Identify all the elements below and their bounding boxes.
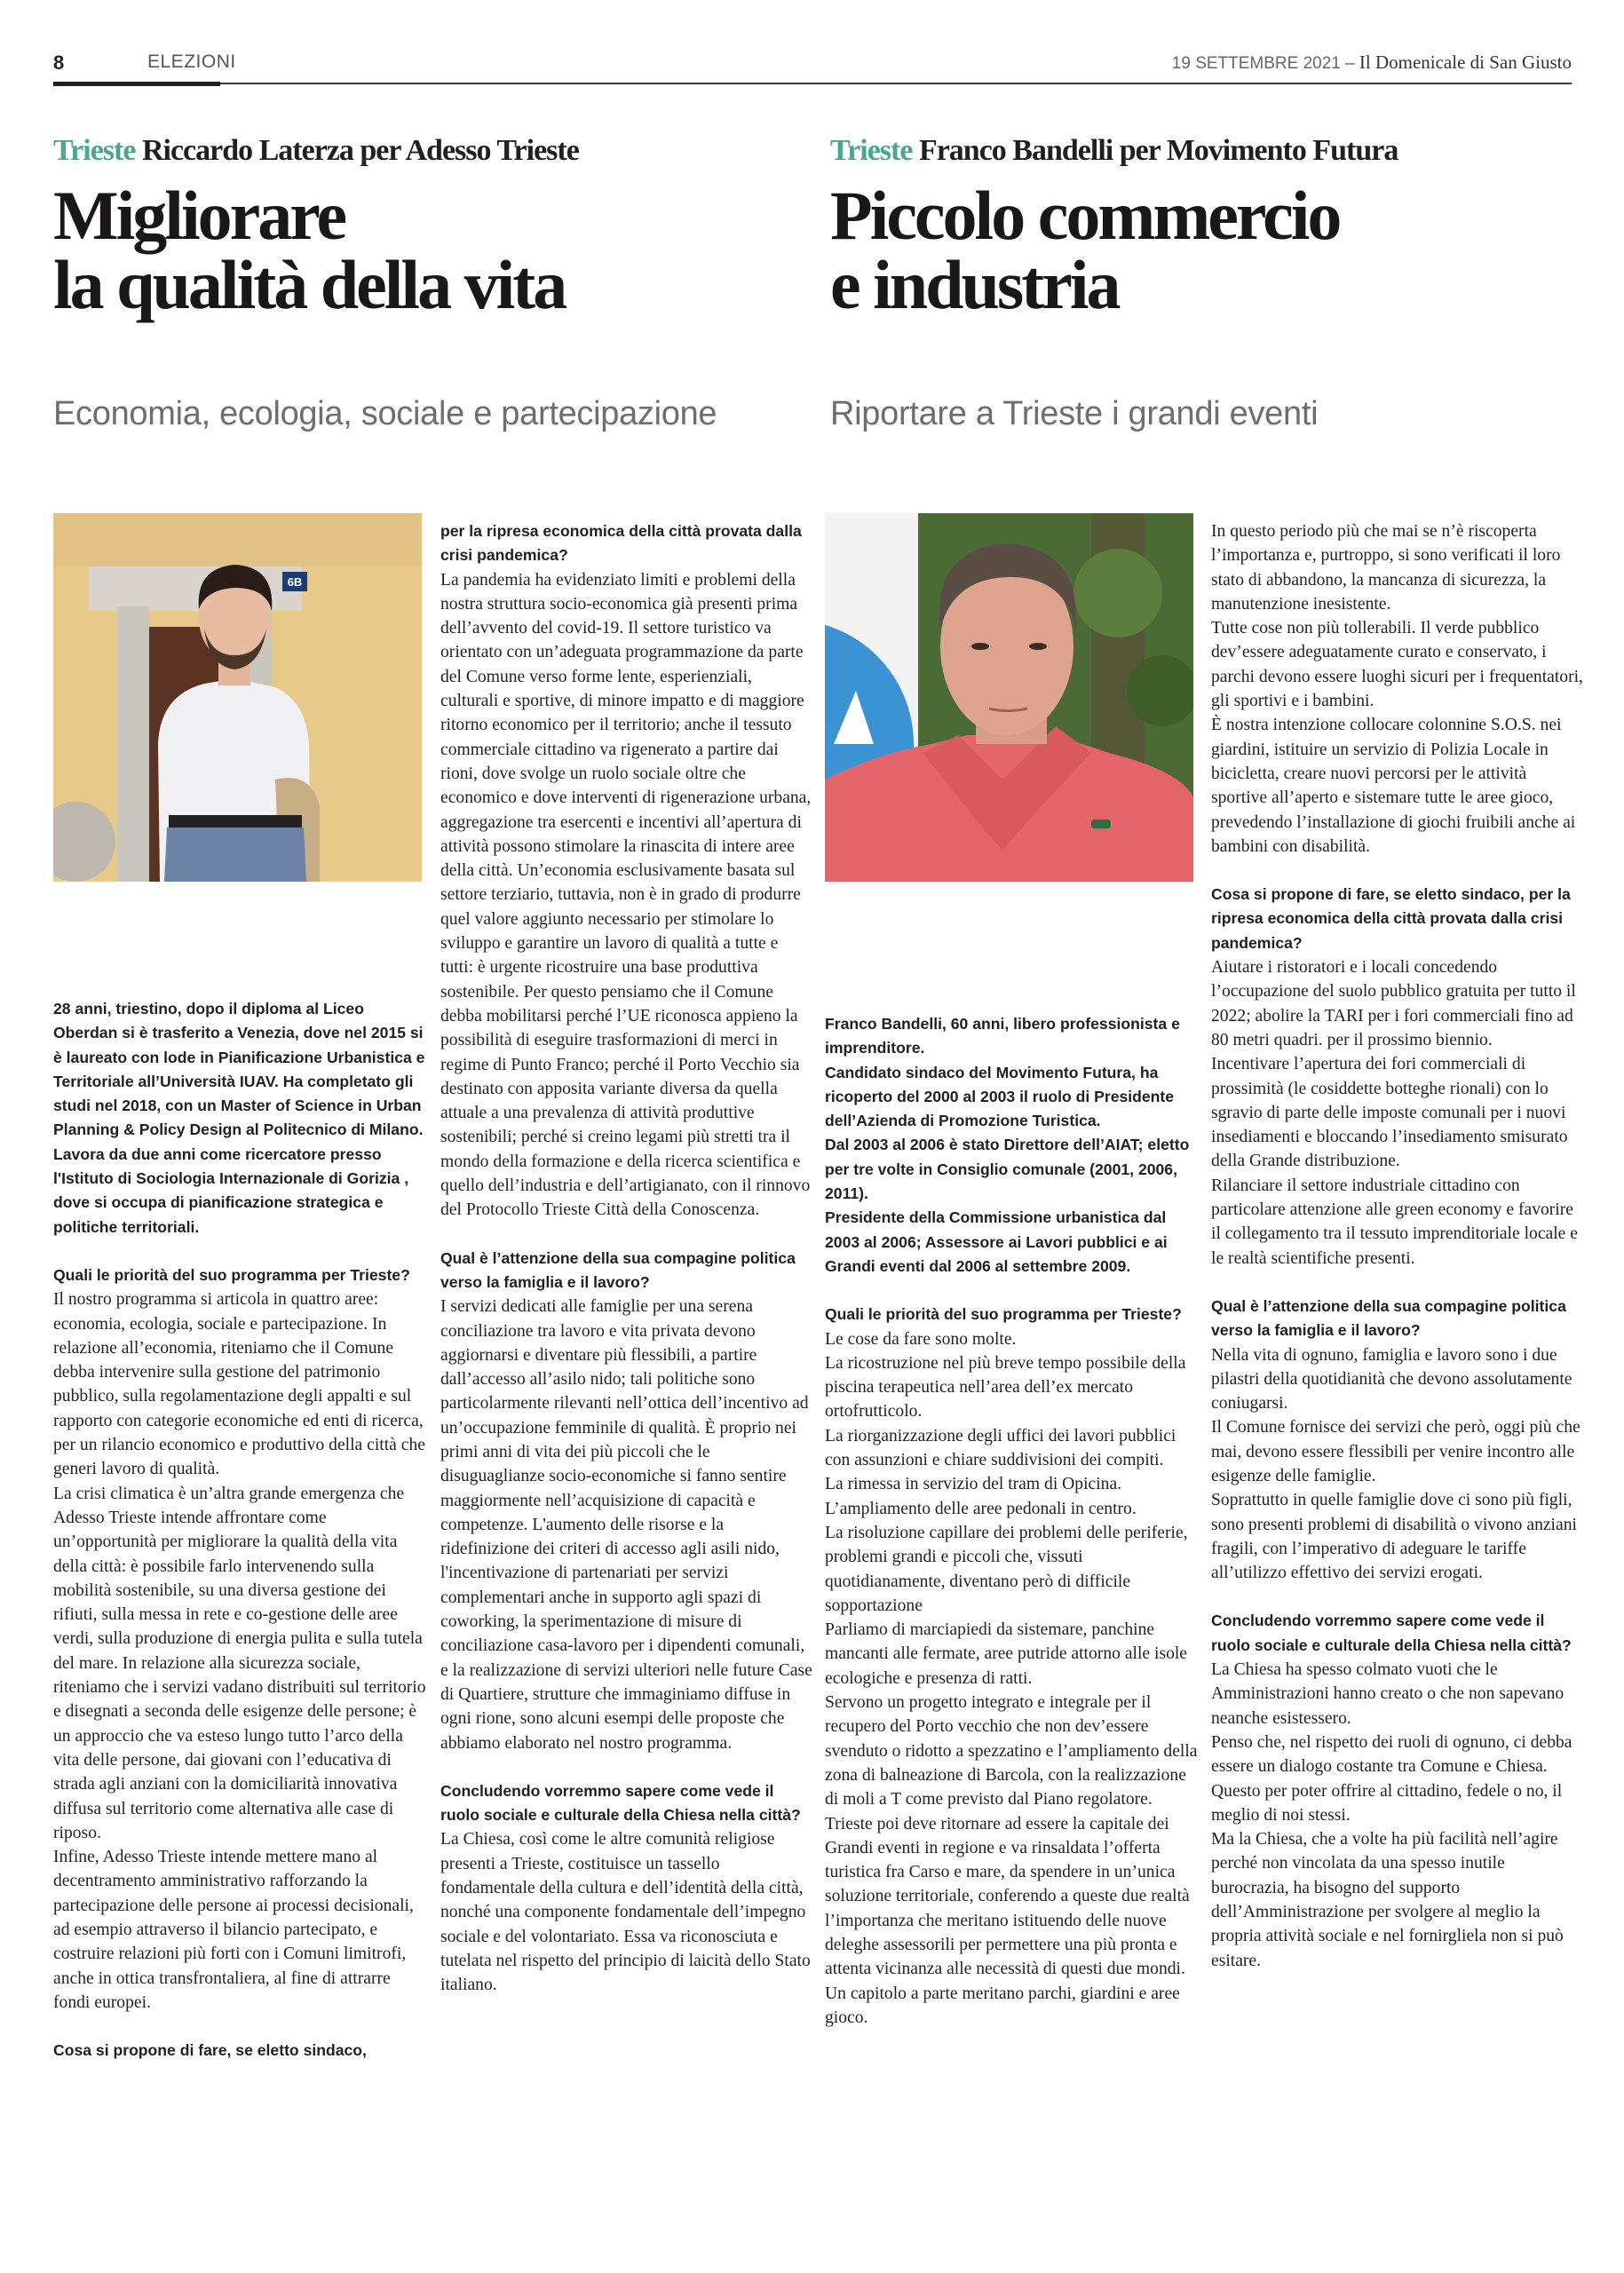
answer-paragraph: La Chiesa, così come le altre comunità religiose presenti a Trieste, costituisce un tassello fondamentale della cultura e dell’identità della città, nonché una componente fondamentale dell’impegno sociale e del volontariato. Essa va riconosciuta e tutelata nel rispetto del principio di laicità dello Stato italiano. (440, 1830, 811, 1995)
candidate-bio-line: Dal 2003 al 2006 è stato Direttore dell’AIAT; eletto per tre volte in Consiglio comunale (2001, 2006, 2011). (825, 1136, 1190, 1203)
answer-paragraph: In questo periodo più che mai se n’è riscoperta l’importanza e, purtroppo, si sono verificati il loro stato di abbandono, la mancanza di sicurezza, la manutenzione inesistente. (1211, 522, 1561, 614)
answer-paragraph: Questo per poter offrire al cittadino, fedele o no, il meglio di noi stessi. (1211, 1781, 1563, 1825)
article-laterza (53, 133, 835, 432)
answer-paragraph: Rilanciare il settore industriale cittadino con particolare attenzione alle green economy e favorire il collegamento tra il tessuto imprenditoriale locale e le realtà scientifiche presenti. (1211, 1176, 1578, 1268)
kicker (830, 133, 1612, 169)
headline: Migliorare la qualità della vita (53, 177, 566, 323)
answer-paragraph: Il Comune fornisce dei servizi che però, oggi più che mai, devono essere flessibili per venire incontro alle esigenze delle famiglie. (1211, 1418, 1580, 1485)
issue-date: 19 SETTEMBRE 2021 (1171, 54, 1341, 73)
answer-paragraph: La rimessa in servizio del tram di Opicina. (825, 1475, 1122, 1494)
article-laterza-column-2 (440, 519, 813, 1998)
subheadline: Riportare a Trieste i grandi eventi (830, 395, 1319, 432)
subheadline: Economia, ecologia, sociale e partecipazione (53, 395, 717, 432)
candidate-photo-bandelli (825, 513, 1193, 882)
kicker-candidate: Franco Bandelli per Movimento Futura (918, 134, 1398, 167)
answer-paragraph: Incentivare l’apertura dei fori commerciali di prossimità (le cosiddette botteghe rionali) con lo sgravio di parte delle imposte comunali per i nuovi insediamenti e bloccando l’insediamento smisurato della Grande distribuzione. (1211, 1055, 1568, 1171)
answer-paragraph: Ma la Chiesa, che a volte ha più facilità nell’agire perché non vincolata da una spesso inutile burocrazia, ha bisogno del supporto dell’Amministrazione per svolgere al meglio la propria attività sociale e nel fornirgliela non si può esitare. (1211, 1830, 1564, 1970)
page-number: 8 (53, 51, 65, 74)
portrait-illustration (825, 513, 1193, 882)
candidate-bio: 28 anni, triestino, dopo il diploma al Liceo Oberdan si è trasferito a Venezia, dove nel 2015 si è laureato con lode in Pianificazione Urbanistica e Territoriale all’Università IUAV. Ha completato gli studi nel 2018, con un Master of Science in Urban Planning & Policy Design al Politecnico di Milano. Lavora da due anni come ricercatore presso l'Istituto di Sociologia Internazionale di Gorizia , dove si occupa di pianificazione strategica e politiche territoriali. (53, 1000, 425, 1236)
headline: Piccolo commercio e industria (830, 177, 1340, 323)
answer-paragraph: È nostra intenzione collocare colonnine S.O.S. nei giardini, istituire un servizio di Polizia Locale in bicicletta, creare nuovi percorsi per le attività sportive all’aperto e sistemare tutte le aree gioco, prevedendo l’installazione di giochi fruibili anche ai bambini con disabilità. (1211, 716, 1576, 856)
portrait-illustration (53, 513, 422, 882)
question-continued: per la ripresa economica della città provata dalla crisi pandemica? (440, 522, 802, 565)
question: Quali le priorità del suo programma per Trieste? (825, 1305, 1182, 1324)
answer-paragraph: Soprattutto in quelle famiglie dove ci sono più figli, sono presenti problemi di disabilità o vivono anziani fragili, con l’imperativo di adeguare le tariffe all’utilizzo effettivo dei servizi erogati. (1211, 1491, 1577, 1583)
article-bandelli (830, 133, 1612, 432)
answer-paragraph: Il nostro programma si articola in quattro aree: economia, ecologia, sociale e partecipazione. In relazione all’economia, riteniamo che il Comune debba intervenire sulla gestione del patrimonio pubblico, sulla regolamentazione degli appalti e sul rapporto con categorie economiche ed enti di ricerca, per un rilancio economico e produttivo della città che generi lavoro di qualità. (53, 1290, 425, 1479)
section-label: ELEZIONI (147, 51, 236, 72)
header-rule (53, 83, 1572, 84)
answer-paragraph: Le cose da fare sono molte. (825, 1329, 1017, 1349)
kicker-candidate: Riccardo Laterza per Adesso Trieste (141, 134, 579, 167)
question: Concludendo vorremmo sapere come vede il ruolo sociale e culturale della Chiesa nella città? (440, 1781, 801, 1825)
answer-paragraph: Penso che, nel rispetto dei ruoli di ognuno, ci debba essere un dialogo costante tra Comune e Chiesa. (1211, 1732, 1573, 1777)
kicker-city: Trieste (830, 134, 913, 167)
answer-paragraph: La Chiesa ha spesso colmato vuoti che le Amministrazioni hanno creato o che non sapevano neanche esistessero. (1211, 1660, 1565, 1728)
answer-paragraph: Nella vita di ognuno, famiglia e lavoro sono i due pilastri della quotidianità che devono assolutamente coniugarsi. (1211, 1345, 1573, 1414)
answer-paragraph: L’ampliamento delle aree pedonali in centro. (825, 1499, 1137, 1518)
answer-paragraph: Un capitolo a parte meritano parchi, giardini e aree gioco. (825, 1984, 1180, 2027)
dateline (1172, 51, 1572, 74)
kicker-city: Trieste (53, 134, 136, 167)
question: Cosa si propone di fare, se eletto sindaco, per la ripresa economica della città provata dalla crisi pandemica? (1211, 885, 1571, 952)
question: Qual è l’attenzione della sua compagine politica verso la famiglia e il lavoro? (440, 1248, 796, 1291)
article-bandelli-column-1 (825, 1012, 1198, 2030)
candidate-photo-laterza (53, 513, 422, 882)
answer-paragraph: Tutte cose non più tollerabili. Il verde pubblico dev’essere adeguatamente curato e conservato, i parchi devono essere luoghi sicuri per i frequentatori, gli sportivi e i bambini. (1211, 619, 1583, 711)
article-bandelli-column-2 (1211, 519, 1584, 1973)
answer-paragraph: La risoluzione capillare dei problemi delle periferie, problemi grandi e piccoli che, vissuti quotidianamente, diventano però di difficile sopportazione (825, 1523, 1188, 1615)
candidate-bio-line: Candidato sindaco del Movimento Futura, ha ricoperto del 2000 al 2003 il ruolo di Presidente dell’Azienda di Promozione Turistica. (825, 1063, 1175, 1130)
kicker (53, 133, 835, 169)
answer-paragraph: Aiutare i ristoratori e i locali concedendo l’occupazione del suolo pubblico gratuita per tutto il 2022; abolire la TARI per i fori commerciali fino ad 80 metri quadri. per il prossimo biennio. (1211, 958, 1576, 1049)
answer-paragraph: La crisi climatica è un’altra grande emergenza che Adesso Trieste intende affrontare come un’opportunità per migliorare la qualità della vita della città: è possibile farlo intervenendo sulla mobilità sostenibile, su una diversa gestione dei rifiuti, sulla messa in rete e co-gestione delle aree verdi, sulla produzione di energia pulita e sulla tutela del mare. In relazione alla sicurezza sociale, riteniamo che i servizi vadano distribuiti sul territorio e disegnati a seconda delle esigenze delle persone; è un approccio che va esteso lungo tutto l’arco della vita delle persone, dai giovani con l’educativa di strada agli anziani con la domiciliarità innovativa diffusa sul territorio come alternativa alle case di riposo. (53, 1484, 426, 1842)
answer-paragraph: I servizi dedicati alle famiglie per una serena conciliazione tra lavoro e vita privata devono aggiornarsi e diventare più flessibili, a partire dall’accesso all’asilo nido; tali politiche sono particolarmente rilevanti nell’ottica dell’incentivo ad un’occupazione femminile di qualità. È proprio nei primi anni di vita dei più piccoli che le disuguaglianze socio-economiche si fanno sentire maggiormente nell’acquisizione di capacità e competenze. L'aumento delle risorse e la ridefinizione dei criteri di accesso agli asili nido, l'incentivazione di partenariati per servizi complementari anche in supporto agli spazi di coworking, la sperimentazione di misure di conciliazione casa-lavoro per i dipendenti comunali, e la realizzazione di servizi ulteriori nelle future Case di Quartiere, strutture che immaginiamo diffuse in ogni rione, sono alcuni esempi delle proposte che abbiamo elaborato nel nostro programma. (440, 1297, 812, 1753)
candidate-bio-line: Presidente della Commissione urbanistica dal 2003 al 2006; Assessore ai Lavori pubblici e ai Grandi eventi dal 2006 al settembre 2009. (825, 1208, 1168, 1275)
candidate-bio-line: Franco Bandelli, 60 anni, libero professionista e imprenditore. (825, 1015, 1180, 1057)
header-rule-accent (53, 82, 220, 86)
answer-paragraph: La riorganizzazione degli uffici dei lavori pubblici con assunzioni e chiare suddivisioni dei compiti. (825, 1426, 1176, 1470)
house-number: 6B (287, 575, 303, 589)
answer-paragraph: Servono un progetto integrato e integrale per il recupero del Porto vecchio che non dev’essere svenduto o ridotto a spezzatino e l’ampliamento della zona di balneazione di Barcola, con la realizzazione di moli a T come previsto dal Piano regolatore. (825, 1693, 1198, 1810)
question: Concludendo vorremmo sapere come vede il ruolo sociale e culturale della Chiesa nella città? (1211, 1612, 1572, 1654)
publication-name: Il Domenicale di San Giusto (1359, 51, 1572, 73)
answer-paragraph: La pandemia ha evidenziato limiti e problemi della nostra struttura socio-economica già presenti prima dell’avvento del covid-19. Il settore turistico va orientato con un’adeguata programmazione da parte del Comune verso forme lente, esperienziali, culturali e sportive, di minore impatto e di maggiore ritorno economico per il territorio; anche il tessuto commerciale cittadino va rigenerato a partire dai rioni, dove svolge un ruolo sociale oltre che economico e dove interventi di rigenerazione urbana, aggregazione tra esercenti e incentivi all’apertura di attività possono stimolare la rinascita di intere aree della città. Un’economia esclusivamente basata sul settore terziario, tuttavia, non è in grado di produrre quel valore aggiunto necessario per stimolare lo sviluppo e garantire un lavoro di qualità a tutte e tutti: è urgente ricostruire una base produttiva sostenibile. Per questo pensiamo che il Comune debba mobilitarsi perché l’UE riconosca appieno la possibilità di eseguire trasformazioni di merci in regime di Punto Franco; perché il Porto Vecchio sia destinato con apposita variante diversa da quella attuale a una prevalenza di attività produttive sostenibili; perché si creino legami più stretti tra il mondo della formazione e della ricerca scientifica e quello dell’industria e dell’artigianato, con il rinnovo del Protocollo Trieste Città della Conoscenza. (440, 570, 812, 1220)
question: Quali le priorità del suo programma per Trieste? (53, 1265, 410, 1284)
answer-paragraph: Infine, Adesso Trieste intende mettere mano al decentramento amministrativo rafforzando la partecipazione delle persone ai processi decisionali, ad esempio attraverso il bilancio partecipato, e costruire relazioni più forti con i Comuni limitrofi, anche in ottica transfrontaliera, al fine di attrarre fondi europei. (53, 1848, 414, 2012)
answer-paragraph: Trieste poi deve ritornare ad essere la capitale dei Grandi eventi in regione e va rinsaldata l’offerta turistica fra Carso e mare, da spendere in un’unica soluzione territoriale, conferendo a queste due realtà l’importanza che meritano istituendo delle nuove deleghe assessorili per permettere una più pronta e attenta vicinanza alle necessità di questi due mondi. (825, 1814, 1190, 1979)
answer-paragraph: Parliamo di marciapiedi da sistemare, panchine mancanti alle fermate, aree putride attorno alle isole ecologiche e presenza di ratti. (825, 1620, 1188, 1688)
dateline-separator: – (1340, 51, 1359, 73)
question: Qual è l’attenzione della sua compagine politica verso la famiglia e il lavoro? (1211, 1296, 1566, 1340)
article-laterza-column-1 (53, 997, 426, 2063)
question: Cosa si propone di fare, se eletto sindaco, (53, 2041, 367, 2060)
answer-paragraph: La ricostruzione nel più breve tempo possibile della piscina terapeutica nell’area dell’ex mercato ortofrutticolo. (825, 1353, 1186, 1422)
running-header (53, 46, 1572, 82)
